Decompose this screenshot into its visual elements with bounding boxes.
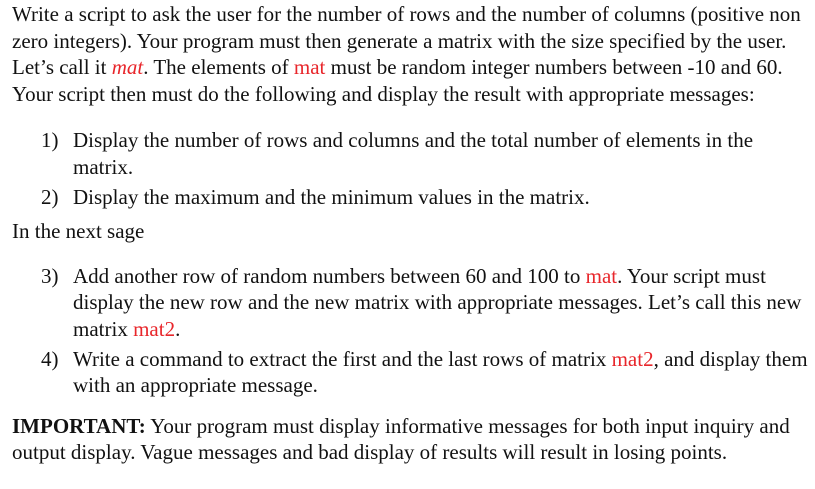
intro-text-2: . The elements of <box>143 55 294 80</box>
intro-text-1: Write a script to ask the user for the number of rows and the number of columns (positive non zero integers). Your program must then generate a matrix with the size specified by the user. Let’s call it <box>12 2 801 80</box>
mat2-highlight-2: mat2 <box>611 346 654 371</box>
important-text: Your program must display informative messages for both input inquiry and output display. Vague messages and bad display of results will result in losing points. <box>12 413 790 465</box>
item-number-4: 4) <box>41 346 59 371</box>
item-number-3: 3) <box>41 263 59 288</box>
item-text-3c: . <box>175 316 181 341</box>
item-number-2: 2) <box>41 184 59 209</box>
list-item-4 <box>12 346 810 399</box>
list-item-1 <box>12 127 810 180</box>
next-sage-heading: In the next sage <box>12 219 145 244</box>
mat2-highlight: mat2 <box>133 316 176 341</box>
item-number-1: 1) <box>41 128 59 153</box>
intro-text-3: must be random integer numbers between -10 and 60. Your script then must do the following and display the result with appropriate messages: <box>12 55 783 106</box>
mat-italic-highlight: mat <box>111 55 144 80</box>
item-text-4a: Write a command to extract the first and the last rows of matrix <box>73 346 612 371</box>
intro-paragraph <box>12 1 810 107</box>
important-paragraph <box>12 413 810 466</box>
list-item-3 <box>12 263 810 343</box>
task-list-2 <box>12 263 810 399</box>
document <box>12 1 810 466</box>
mat-highlight-2: mat <box>585 263 618 288</box>
important-label: IMPORTANT: <box>12 413 146 438</box>
task-list-1 <box>12 127 810 210</box>
mat-highlight: mat <box>293 55 326 80</box>
item-text-4b: , and display them with an appropriate message. <box>73 346 808 398</box>
item-text-2: Display the maximum and the minimum values in the matrix. <box>73 184 590 209</box>
list-item-2 <box>12 184 810 211</box>
item-text-3b: . Your script must display the new row and the new matrix with appropriate messages. Let’s call this new matrix <box>73 263 802 341</box>
item-text-3a: Add another row of random numbers between 60 and 100 to <box>73 263 586 288</box>
item-text-1: Display the number of rows and columns and the total number of elements in the matrix. <box>73 128 754 179</box>
